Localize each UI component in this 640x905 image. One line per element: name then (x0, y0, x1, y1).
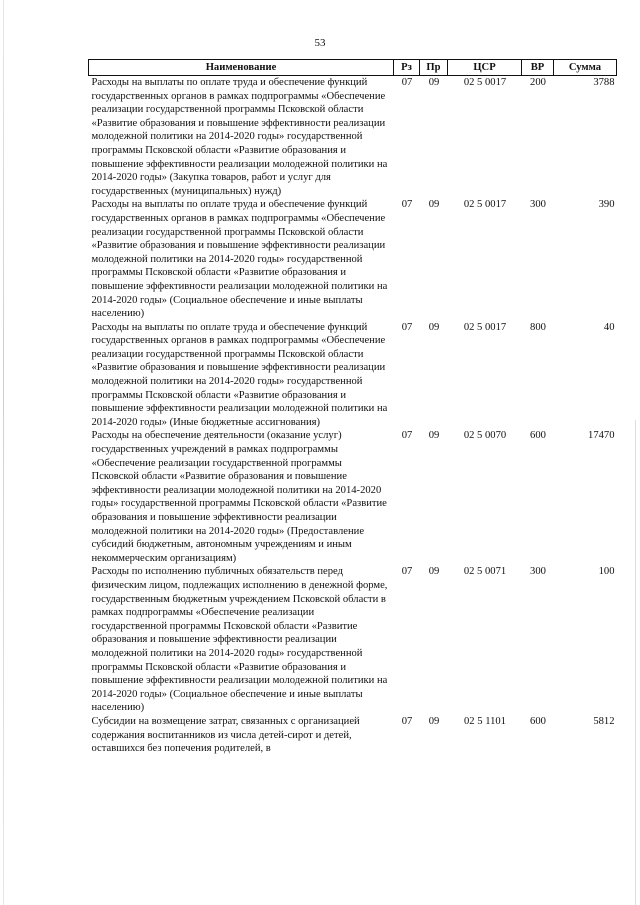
row-pr: 09 (428, 321, 440, 333)
row-csr: 02 5 0017 (463, 77, 507, 88)
row-rz: 07 (401, 199, 413, 211)
table-row (89, 715, 617, 756)
row-name: Расходы на выплаты по оплате труда и обеспечение функций государственных органов в рамках подпрограммы «Обеспечение реализации государственной программы Псковской области «Развитие образования и повышение эффективности реализации молодежной политики на 2014-2020 годы» государственной программы Псковской области «Развитие образования и повышение эффективности реализации молодежной политики на 2014-2020 годы» (Социальное обеспечение и иные выплаты населению) (91, 199, 388, 320)
row-rz: 07 (401, 566, 413, 578)
row-vr: 600 (530, 715, 546, 727)
row-csr: 02 5 0017 (463, 199, 507, 211)
budget-table (88, 59, 617, 756)
table-row (89, 76, 617, 199)
header-csr: ЦСР (448, 60, 522, 76)
row-name: Расходы на выплаты по оплате труда и обеспечение функций государственных органов в рамках подпрограммы «Обеспечение реализации государственной программы Псковской области «Развитие образования и повышение эффективности реализации молодежной политики на 2014-2020 годы» государственной программы Псковской области «Развитие образования и повышение эффективности реализации молодежной политики на 2014-2020 годы» (Закупка товаров, работ и услуг для государственных (муниципальных) нужд) (91, 77, 388, 197)
row-sum: 5812 (593, 715, 615, 727)
row-sum: 100 (598, 566, 615, 578)
row-csr: 02 5 1101 (464, 715, 506, 727)
row-csr: 02 5 0070 (463, 430, 507, 442)
table-row (89, 565, 617, 715)
table-row (89, 429, 617, 565)
row-rz: 07 (401, 77, 413, 88)
row-vr: 200 (530, 77, 546, 88)
row-pr: 09 (428, 715, 440, 727)
table-row (89, 321, 617, 430)
table-row (89, 198, 617, 320)
row-rz: 07 (401, 321, 413, 333)
row-pr: 09 (428, 199, 440, 211)
row-name: Расходы на обеспечение деятельности (оказание услуг) государственных учреждений в рамках подпрограммы «Обеспечение реализации государственной программы Псковской области «Развитие образования и повышение эффективности реализации молодежной политики на 2014-2020 годы» государственной программы Псковской области «Развитие образования и повышение эффективности реализации молодежной политики на 2014-2020 годы» (Предоставление субсидий бюджетным, автономным учреждениям и иным некоммерческим организациям) (91, 430, 387, 564)
row-name: Расходы по исполнению публичных обязательств перед физическим лицом, подлежащих исполнению в денежной форме, государственным бюджетным учреждением Псковской области в рамках подпрограммы «Обеспечение реализации государственной программы Псковской области «Развитие образования и повышение эффективности реализации молодежной политики на 2014-2020 годы» государственной программы Псковской области «Развитие образования и повышение эффективности реализации молодежной политики на 2014-2020 годы» (Социальное обеспечение и иные выплаты населению) (91, 566, 388, 714)
row-csr: 02 5 0017 (463, 321, 507, 333)
header-name: Наименование (89, 60, 394, 76)
scan-edge-left (3, 0, 4, 905)
row-name: Субсидии на возмещение затрат, связанных с организацией содержания воспитанников из числа детей-сирот и детей, оставшихся без попечения родителей, в (91, 715, 360, 755)
row-vr: 600 (530, 430, 546, 442)
row-vr: 300 (530, 566, 546, 578)
header-rz: Рз (394, 60, 420, 76)
row-sum: 17470 (588, 430, 615, 442)
header-sum: Сумма (554, 60, 617, 76)
row-sum: 390 (598, 199, 615, 211)
header-pr: Пр (420, 60, 448, 76)
row-rz: 07 (401, 430, 413, 442)
row-pr: 09 (428, 430, 440, 442)
row-sum: 3788 (593, 77, 615, 88)
table-header-row (89, 60, 617, 76)
row-name: Расходы на выплаты по оплате труда и обеспечение функций государственных органов в рамках подпрограммы «Обеспечение реализации государственной программы Псковской области «Развитие образования и повышение эффективности реализации молодежной политики на 2014-2020 годы» государственной программы Псковской области «Развитие образования и повышение эффективности реализации молодежной политики на 2014-2020 годы» (Иные бюджетные ассигнования) (91, 321, 388, 428)
row-csr: 02 5 0071 (463, 566, 507, 578)
row-pr: 09 (428, 77, 440, 88)
scan-edge-right (635, 420, 636, 905)
row-pr: 09 (428, 566, 440, 578)
header-vr: ВР (522, 60, 554, 76)
row-vr: 800 (530, 321, 546, 333)
row-rz: 07 (401, 715, 413, 727)
row-sum: 40 (603, 321, 615, 333)
page-number: 53 (314, 37, 326, 49)
row-vr: 300 (530, 199, 546, 211)
